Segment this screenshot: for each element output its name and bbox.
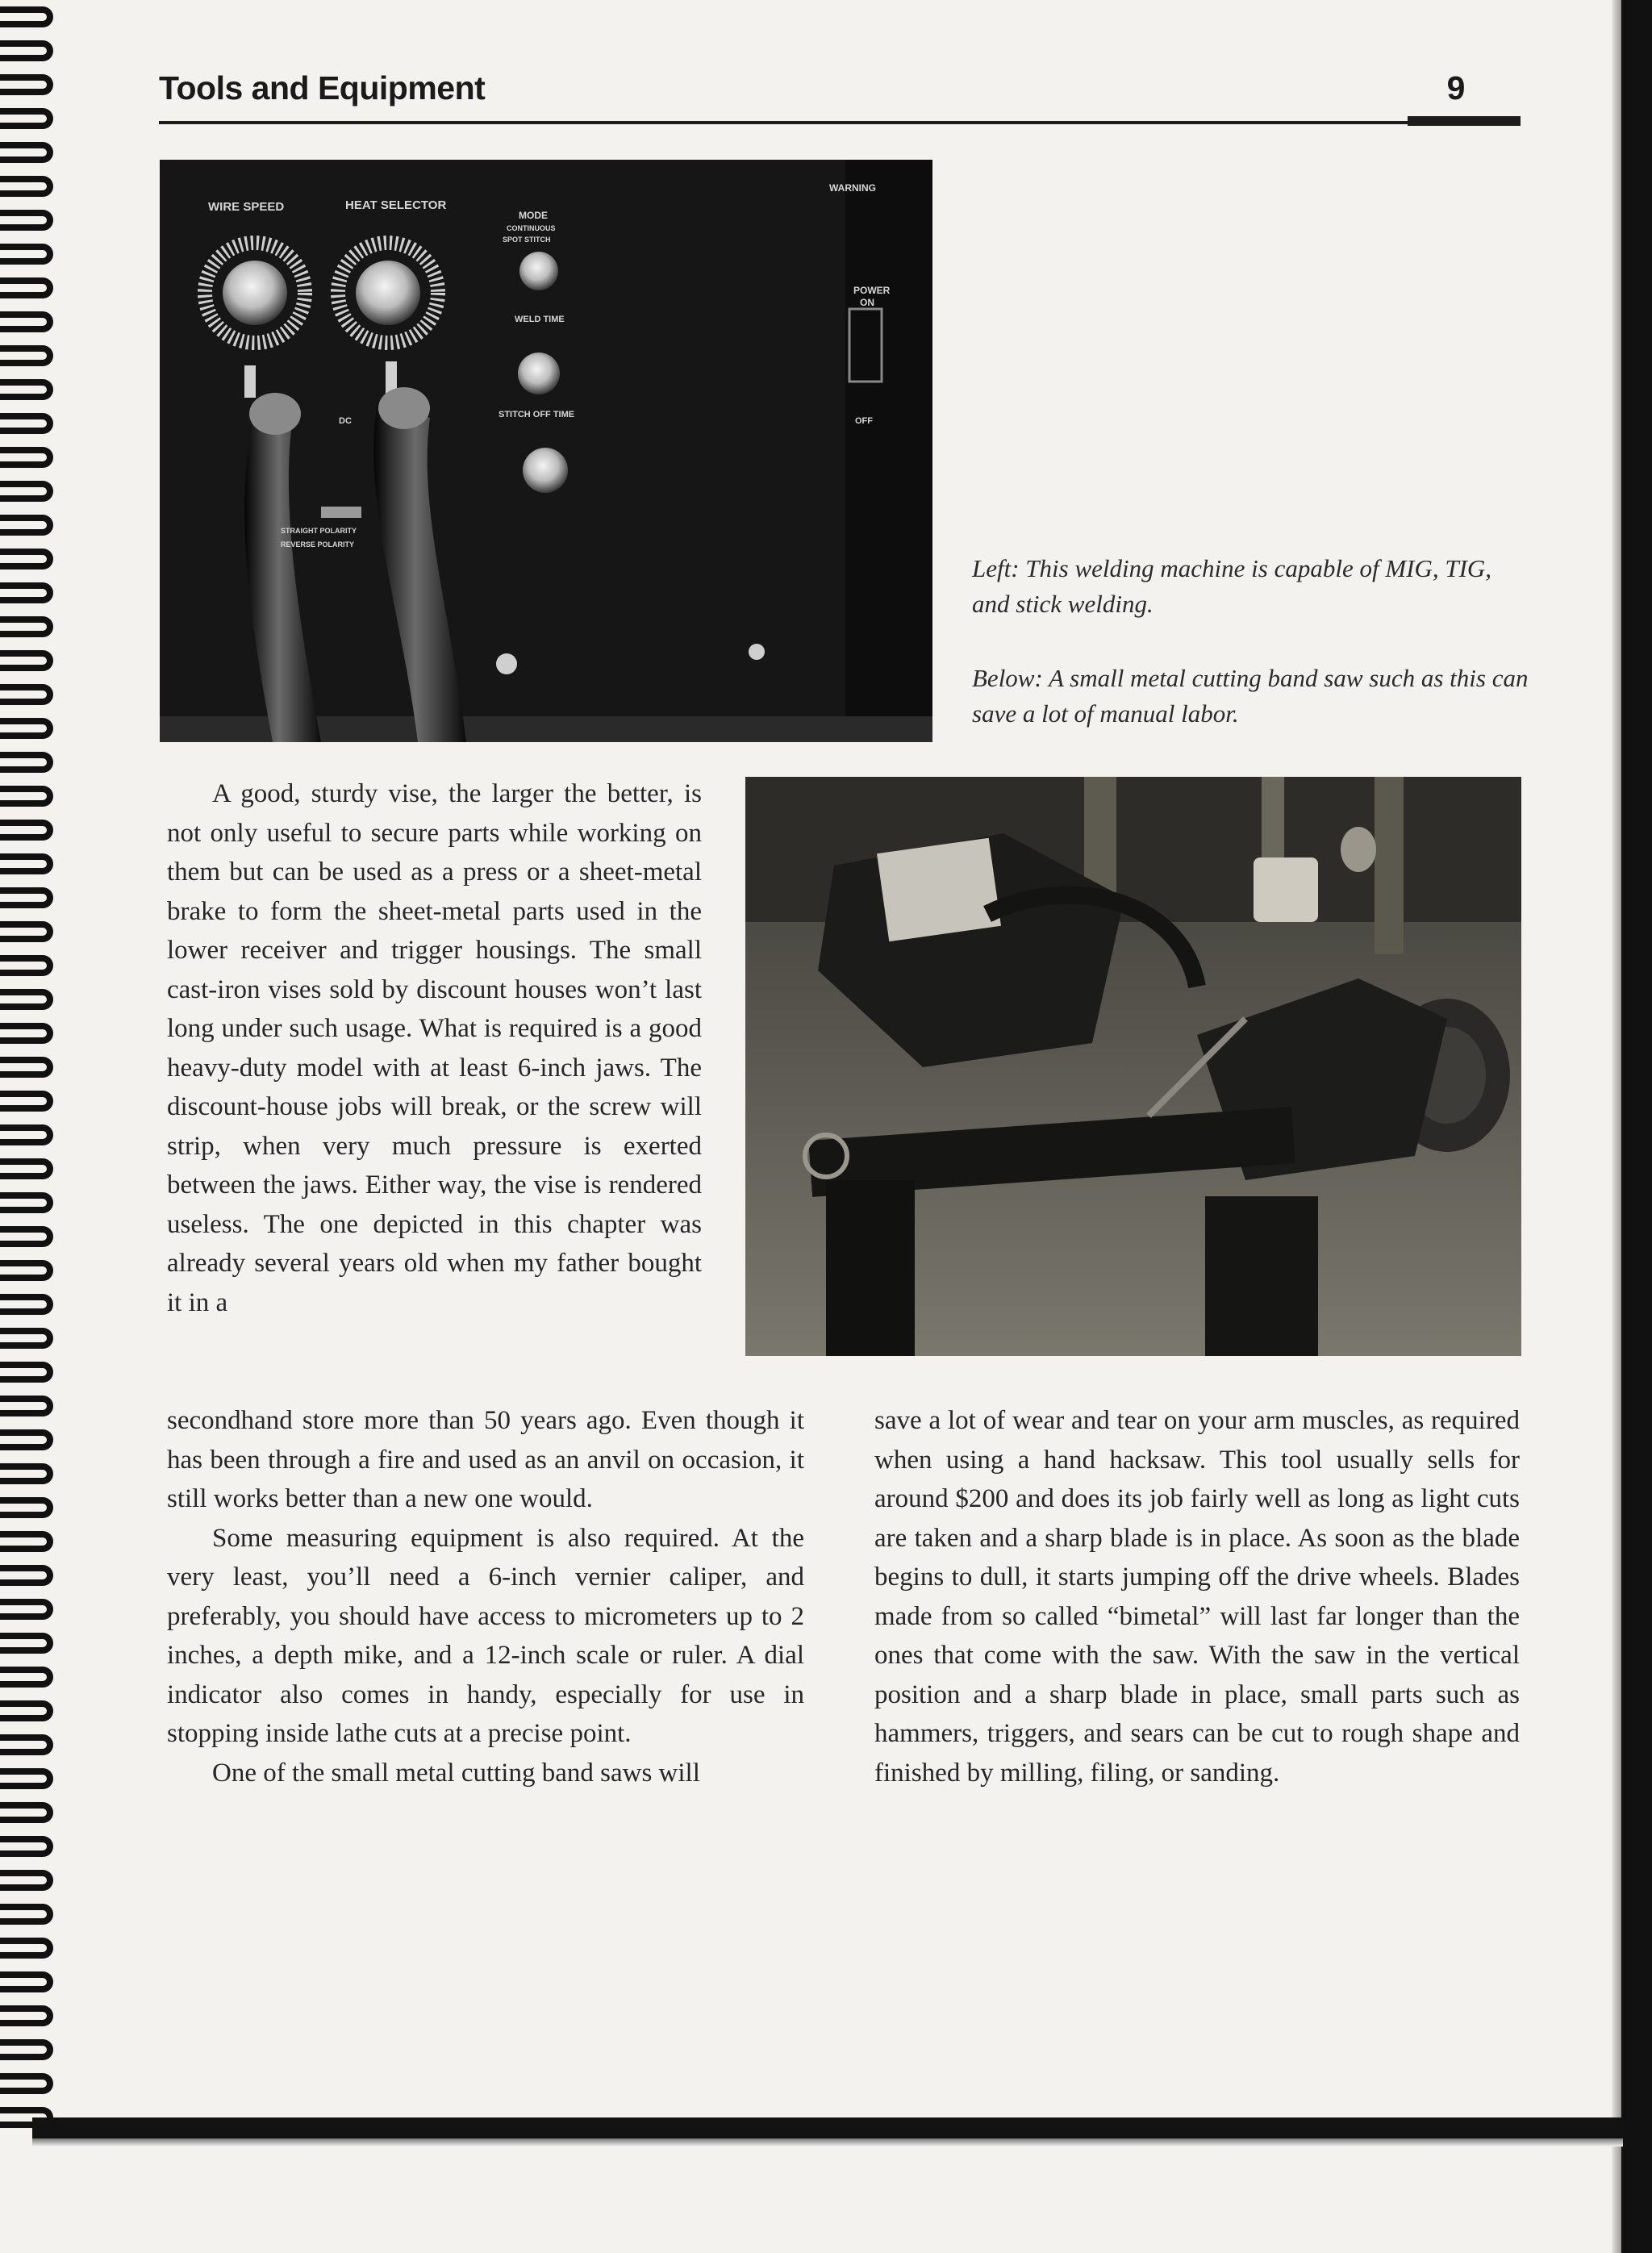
binding-coil [0,447,53,468]
welding-machine-photo [160,160,932,742]
binding-coil [0,820,53,841]
binding-coil [0,142,53,163]
binding-coil [0,1734,53,1755]
binding-coil [0,1396,53,1416]
binding-coil [0,6,53,27]
binding-coil [0,718,53,739]
binding-coil [0,955,53,976]
binding-coil [0,277,53,298]
paragraph-band-saw-start: One of the small metal cutting band saws will [212,1758,700,1788]
binding-coil [0,549,53,570]
band-saw-photo [745,777,1521,1356]
binding-coil [0,1870,53,1891]
binding-coil [0,1836,53,1857]
mode-spot-stitch-label: SPOT STITCH [503,236,551,244]
body-column-left [167,1401,804,1792]
binding-coil [0,2039,53,2060]
page-bottom-edge [32,2117,1623,2138]
binding-coil [0,650,53,671]
weld-time-label: WELD TIME [515,315,565,324]
binding-coil [0,1802,53,1823]
warning-label: WARNING [829,182,876,194]
binding-coil [0,1124,53,1145]
binding-coil [0,752,53,773]
binding-coil [0,40,53,61]
paragraph-measuring: Some measuring equipment is also required. At the very least, you’ll need a 6-inch vernier caliper, and preferably, you should have access to micrometers up to 2 inches, a depth mike, and a 12-inch scale or ruler. A dial indicator also comes in handy, especially for use in stopping inside lathe cuts at a precise point. [167,1523,804,1748]
power-on-label: ON [860,297,874,308]
dc-label: DC [339,416,352,426]
binding-coil [0,1497,53,1518]
binding-coil [0,176,53,197]
paragraph-vise-continued: secondhand store more than 50 years ago. Even though it has been through a fire and used as an anvil on occasion, it still works better than a new one would. [167,1406,804,1513]
welding-machine-illustration [160,160,932,742]
binding-coil [0,1429,53,1450]
binding-coil [0,1633,53,1654]
binding-coil [0,582,53,603]
binding-coil [0,1294,53,1315]
binding-coil [0,244,53,265]
binding-coil [0,413,53,434]
binding-coil [0,616,53,637]
binding-coil [0,481,53,502]
binding-coil [0,311,53,332]
binding-coil [0,210,53,231]
binding-coil [0,1260,53,1281]
binding-coil [0,74,53,95]
wire-speed-label: WIRE SPEED [208,200,285,214]
binding-coil [0,1362,53,1383]
binding-coil [0,2073,53,2094]
straight-polarity-label: STRAIGHT POLARITY [281,527,357,535]
body-column-wrapped [167,774,702,1322]
paragraph-band-saw-continued: save a lot of wear and tear on your arm muscles, as required when using a hand hacksaw. This tool usually sells for around $200 and does its job fairly well as long as light cuts are taken and a sharp blade is in place. As soon as the blade begins to dull, it starts jumping off the drive wheels. Blades made from so called “bimetal” will last far longer than the ones that come with the saw. With the saw in the vertical position and a sharp blade in place, small parts such as hammers, triggers, and sears can be cut to rough shape and finished by milling, filing, or sanding. [874,1406,1520,1788]
binding-coil [0,1565,53,1586]
reverse-polarity-label: REVERSE POLARITY [281,540,355,549]
binding-coil [0,1057,53,1078]
power-off-label: OFF [855,416,873,426]
binding-coil [0,853,53,874]
paragraph-vise: A good, sturdy vise, the larger the better, is not only useful to secure parts while working on them but can be used as a press or a sheet-metal brake to form the sheet-metal parts used in the lower receiver and trigger housings. The small cast-iron vises sold by discount houses won’t last long under such usage. What is required is a good heavy-duty model with at least 6-inch jaws. The discount-house jobs will break, or the screw will strip, when very much pressure is exerted between the jaws. Either way, the vise is rendered useless. The one depicted in this chapter was already several years old when my father bought it in a [167,779,702,1317]
binding-coil [0,345,53,366]
header-rule-accent [1408,116,1521,126]
binding-coil [0,684,53,705]
mode-label: MODE [519,210,548,221]
heat-selector-label: HEAT SELECTOR [345,198,447,212]
binding-coil [0,1158,53,1179]
band-saw-illustration [745,777,1521,1356]
binding-coil [0,989,53,1010]
binding-coil [0,1023,53,1044]
binding-coil [0,1463,53,1484]
binding-coil [0,1938,53,1959]
binding-coil [0,1904,53,1925]
binding-coil [0,1768,53,1789]
caption-left: Left: This welding machine is capable of MIG, TIG, and stick welding. [972,554,1492,618]
binding-coil [0,1531,53,1552]
stitch-off-time-label: STITCH OFF TIME [499,410,575,419]
binding-coil [0,786,53,807]
binding-coil [0,515,53,536]
binding-coil [0,1091,53,1112]
binding-coil [0,1599,53,1620]
running-head: Tools and Equipment [159,69,486,106]
mode-continuous-label: CONTINUOUS [507,224,556,232]
page-edge [1621,0,1652,2253]
body-column-right [874,1401,1520,1792]
page-number: 9 [1446,69,1466,106]
spiral-binding [0,0,97,2253]
binding-coil [0,379,53,400]
binding-coil [0,1192,53,1213]
binding-coil [0,108,53,129]
binding-coil [0,1667,53,1688]
binding-coil [0,1226,53,1247]
header-rule [159,121,1521,124]
binding-coil [0,1700,53,1721]
binding-coil [0,1328,53,1349]
binding-coil [0,921,53,942]
binding-coil [0,2005,53,2026]
power-label: POWER [853,285,891,296]
caption-below: Below: A small metal cutting band saw such as this can save a lot of manual labor. [972,664,1529,728]
binding-coil [0,887,53,908]
binding-coil [0,1971,53,1992]
